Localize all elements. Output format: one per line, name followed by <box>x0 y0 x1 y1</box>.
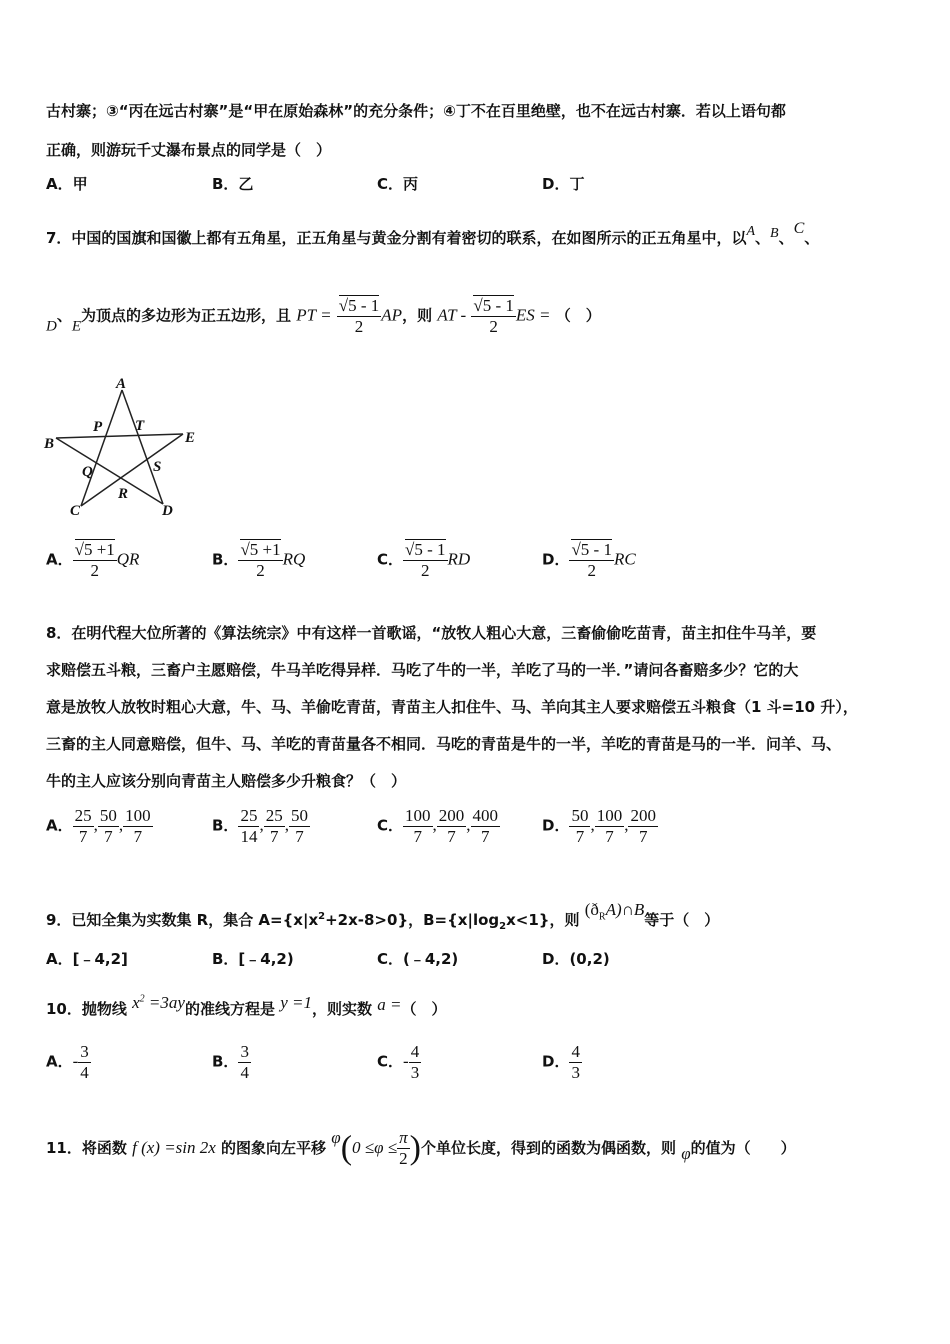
frac-num: 4 <box>571 1042 580 1061</box>
q10-option-b <box>212 1042 251 1082</box>
frac-num: √5 - 1 <box>571 540 612 559</box>
pi-over-2 <box>397 1128 410 1168</box>
pt-expr: PT = <box>296 305 332 325</box>
q9-option-a: A．[﹣4,2] <box>46 950 128 968</box>
frac-num: 3 <box>80 1042 89 1061</box>
frac-num: 25 <box>240 806 258 825</box>
q9-sub: 2 <box>499 921 507 932</box>
frac-den: 2 <box>421 560 430 580</box>
q10-tail: （ ） <box>401 1000 447 1018</box>
vector: RQ <box>282 549 306 569</box>
comma: , <box>118 815 124 835</box>
es-vector: ES = <box>515 305 551 325</box>
q6-option-b: B．乙 <box>212 175 254 193</box>
q10-text: 10．抛物线 <box>46 1000 127 1018</box>
star-edge <box>56 438 163 504</box>
opt-label: A． <box>46 816 73 835</box>
comma: , <box>466 815 471 835</box>
q10-directrix: y =1 <box>280 993 312 1012</box>
label-e: E <box>185 430 196 446</box>
q7-text-2: 为顶点的多边形为正五边形，且 <box>81 306 292 325</box>
q7-option-b <box>212 540 305 580</box>
frac-num: 100 <box>125 806 151 825</box>
q7-line-2 <box>46 296 601 336</box>
frac-den: 7 <box>78 826 88 846</box>
frac-num: 100 <box>405 806 431 825</box>
frac-den: 14 <box>240 826 258 846</box>
frac-num: 3 <box>240 1042 249 1061</box>
q10-line <box>46 993 446 1019</box>
sep: 、 <box>804 229 820 247</box>
q6-line-2: 正确，则游玩千丈瀑布景点的同学是（ ） <box>46 141 332 159</box>
at-vector: AT - <box>437 305 467 325</box>
opt-label: D． <box>542 816 570 835</box>
opt-label: D． <box>542 550 570 569</box>
frac-den: 7 <box>638 826 648 846</box>
q8-option-c <box>377 806 500 846</box>
frac-num: √5 - 1 <box>473 296 514 315</box>
frac-den: 4 <box>80 1062 89 1082</box>
opt-label: A． <box>46 1052 73 1071</box>
expr-sub: R <box>598 911 606 923</box>
q9-option-c: C．(﹣4,2) <box>377 950 459 968</box>
sep: 、 <box>778 229 794 247</box>
q10-option-c <box>377 1042 421 1082</box>
left-paren: ( <box>340 1129 353 1167</box>
frac-num: 400 <box>472 806 499 825</box>
q11-function: f (x) =sin 2x <box>132 1138 216 1157</box>
vertex-b: B <box>770 226 779 241</box>
opt-label: C． <box>377 1052 404 1071</box>
vector: RC <box>613 549 636 569</box>
frac-den: 7 <box>413 826 423 846</box>
vector: RD <box>447 549 471 569</box>
q9-option-d: D．(0,2) <box>542 950 610 968</box>
star-edge <box>81 434 183 506</box>
q11-phi-2: φ <box>681 1144 691 1163</box>
frac-den: 7 <box>104 826 113 846</box>
expr-part-2: A)∩B <box>605 900 645 919</box>
comma: , <box>624 815 629 835</box>
q10-option-a <box>46 1042 91 1082</box>
right-paren: ) <box>409 1129 421 1167</box>
opt-sign: - <box>72 1051 79 1071</box>
vertex-d: D <box>46 318 57 335</box>
frac-num: 100 <box>596 806 623 825</box>
eq-x: x <box>132 993 140 1012</box>
star-edge <box>81 390 122 506</box>
opt-label: B． <box>212 1052 239 1071</box>
comma: , <box>432 815 437 835</box>
q7-text: 7．中国的国旗和国徽上都有五角星，正五角星与黄金分割有着密切的联系，在如图所示的正五角星中，以 <box>46 229 747 247</box>
q11-condition: 0 ≤φ ≤ <box>352 1138 398 1157</box>
frac-den: 4 <box>240 1062 249 1082</box>
q10-text-mid: 的准线方程是 <box>184 1000 275 1018</box>
frac-num: π <box>399 1128 408 1148</box>
q9-line <box>46 900 719 932</box>
frac-num: √5 +1 <box>240 540 281 559</box>
eq-rest: =3ay <box>144 993 185 1012</box>
frac-num: √5 +1 <box>74 540 115 559</box>
q11-phi: φ <box>331 1128 341 1147</box>
q11-text-mid: 的图象向左平移 <box>221 1139 327 1157</box>
q8-line-4: 三畜的主人同意赔偿，但牛、马、羊吃的青苗量各不相同．马吃的青苗是牛的一半，羊吃的青苗是马的一半．问羊、马、 <box>46 735 842 753</box>
frac-num: 50 <box>571 806 589 825</box>
q8-line-2: 求赔偿五斗粮，三畜户主愿赔偿，牛马羊吃得异样．马吃了牛的一半，羊吃了马的一半．”请问各畜赔多少？它的大 <box>46 661 799 679</box>
frac-num: 25 <box>265 806 283 825</box>
frac-num: 4 <box>410 1042 420 1061</box>
q9-text-mid: +2x-8>0}，B={x|log <box>325 911 500 929</box>
frac-num: √5 - 1 <box>338 296 380 315</box>
frac-num: 25 <box>74 806 92 825</box>
comma: , <box>284 815 289 835</box>
q8-line-1: 8．在明代程大位所著的《算法统宗》中有这样一首歌谣，“放牧人粗心大意，三畜偷偷吃苗青，苗主扣住牛马羊，要 <box>46 624 817 642</box>
star-edge <box>56 434 183 438</box>
pentagram-figure <box>40 372 210 522</box>
frac-den: 7 <box>447 826 456 846</box>
q8-line-3: 意是放牧人放牧时粗心大意，牛、马、羊偷吃青苗，青苗主人扣住牛、马、羊向其主人要求赔偿五斗粮食（1 斗=10 升）， <box>46 698 858 716</box>
label-d: D <box>162 503 173 519</box>
comma: , <box>590 815 595 835</box>
q10-text-mid2: ，则实数 <box>311 1000 372 1018</box>
label-t: T <box>135 418 145 434</box>
ap-expr: AP <box>381 305 403 325</box>
q7-option-d <box>542 540 636 580</box>
q11-line <box>46 1128 796 1169</box>
sep: 、 <box>755 229 771 247</box>
q8-line-5: 牛的主人应该分别向青苗主人赔偿多少升粮食？（ ） <box>46 772 407 790</box>
opt-label: C． <box>377 550 404 569</box>
frac-den: 7 <box>269 826 279 846</box>
q7-option-a <box>46 540 139 580</box>
q6-line-1: 古村寨；③“丙在远古村寨”是“甲在原始森林”的充分条件；④丁不在百里绝壁，也不在远古村寨．若以上语句都 <box>46 102 786 120</box>
frac-den: 7 <box>605 826 614 846</box>
q7-tail: （ ） <box>555 306 601 325</box>
label-a: A <box>116 376 127 392</box>
opt-label: B． <box>212 550 239 569</box>
label-c: C <box>70 503 81 519</box>
frac-den: 2 <box>90 560 99 580</box>
vertex-e: E <box>71 318 82 335</box>
golden-fraction-2 <box>471 296 516 336</box>
vertex-a: A <box>746 224 756 239</box>
golden-fraction <box>337 296 382 336</box>
frac-den: 2 <box>256 560 265 580</box>
frac-den: 3 <box>410 1062 420 1082</box>
frac-den: 7 <box>133 826 143 846</box>
label-b: B <box>44 436 55 452</box>
q8-option-a <box>46 806 153 846</box>
frac-den: 3 <box>571 1062 580 1082</box>
q11-tail: 的值为（ ） <box>690 1139 796 1157</box>
frac-num: 200 <box>438 806 465 825</box>
q9-complement-expr <box>584 900 645 923</box>
comma: , <box>93 815 98 835</box>
q9-text-post: x<1}，则 <box>506 911 580 929</box>
opt-label: B． <box>212 816 239 835</box>
q6-option-c: C．丙 <box>377 175 419 193</box>
vector: QR <box>116 549 140 569</box>
sep: 、 <box>56 306 72 325</box>
q10-equation <box>132 993 185 1012</box>
q10-option-d <box>542 1042 582 1082</box>
q9-text: 9．已知全集为实数集 R，集合 A={x|x <box>46 911 319 929</box>
q7-line-1 <box>46 220 819 248</box>
q11-text-post: 个单位长度，得到的函数为偶函数，则 <box>420 1139 676 1157</box>
opt-label: D． <box>542 1052 570 1071</box>
q8-option-d <box>542 806 658 846</box>
opt-label: A． <box>46 550 73 569</box>
q7-then: ，则 <box>402 306 433 325</box>
q6-option-d: D．丁 <box>542 175 585 193</box>
q10-a: a = <box>377 995 402 1014</box>
q9-sup: 2 <box>318 911 326 922</box>
frac-num: 200 <box>630 806 656 825</box>
frac-den: 7 <box>295 826 304 846</box>
q9-tail: 等于（ ） <box>644 911 720 929</box>
label-r: R <box>118 486 129 502</box>
q11-text: 11．将函数 <box>46 1139 127 1157</box>
vertex-c: C <box>793 220 805 237</box>
opt-sign: - <box>403 1051 409 1071</box>
star-edge <box>122 390 163 504</box>
q8-option-b <box>212 806 310 846</box>
frac-den: 2 <box>489 316 498 336</box>
frac-num: 50 <box>99 806 117 825</box>
comma: , <box>259 815 264 835</box>
frac-den: 2 <box>399 1149 408 1168</box>
frac-num: 50 <box>290 806 308 825</box>
frac-den: 2 <box>354 316 364 336</box>
label-q: Q <box>82 464 93 480</box>
label-s: S <box>153 459 162 475</box>
opt-label: C． <box>377 816 404 835</box>
eq-sup: 2 <box>139 993 145 1005</box>
q7-option-c <box>377 540 470 580</box>
expr-part: (ð <box>584 900 599 919</box>
frac-den: 7 <box>575 826 585 846</box>
q9-option-b: B．[﹣4,2) <box>212 950 294 968</box>
label-p: P <box>93 419 103 435</box>
q6-option-a: A．甲 <box>46 175 88 193</box>
frac-den: 7 <box>481 826 490 846</box>
frac-num: √5 - 1 <box>405 540 446 559</box>
frac-den: 2 <box>587 560 596 580</box>
